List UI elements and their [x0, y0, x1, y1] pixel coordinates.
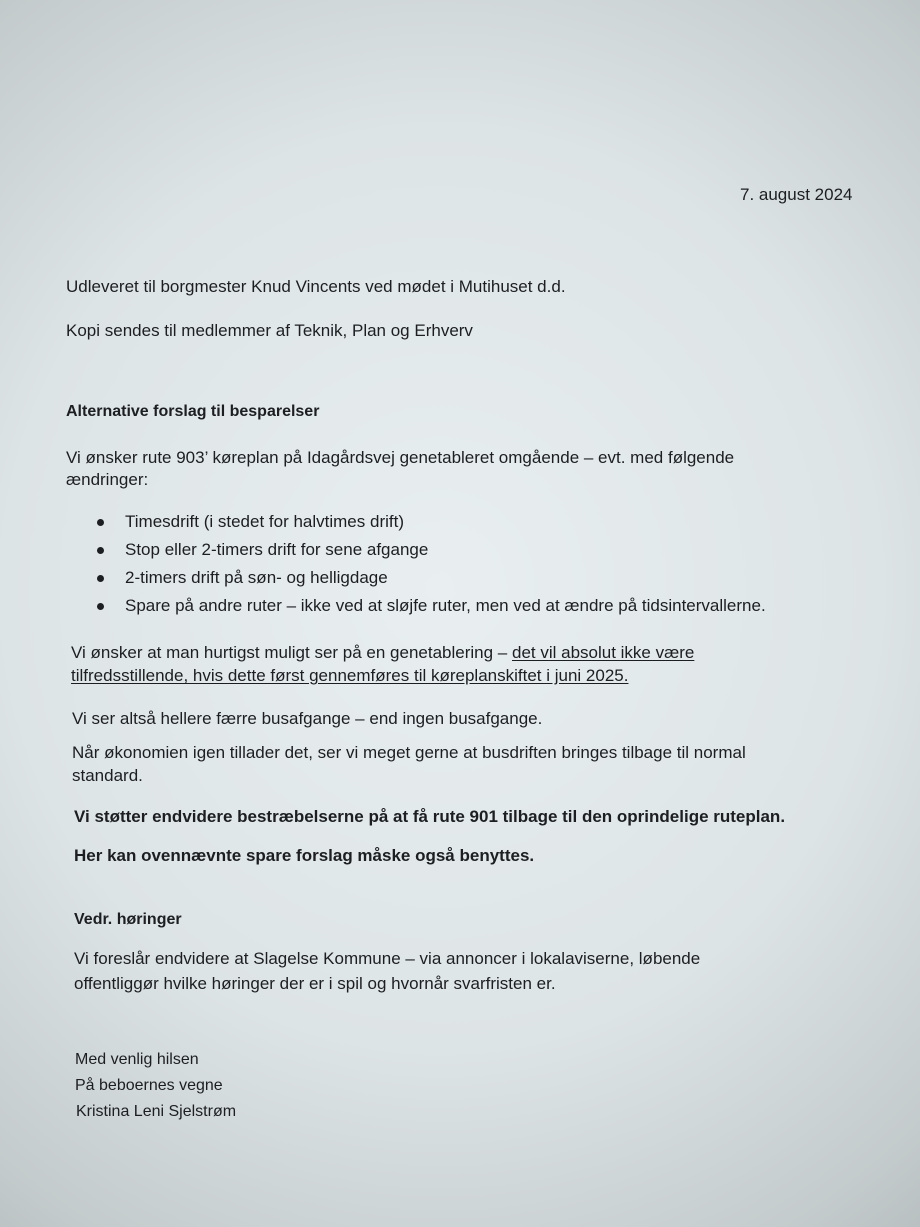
list-item: [97, 511, 766, 539]
savings-bullet-list: [97, 511, 766, 623]
hearings-paragraph-line1: Vi foreslår endvidere at Slagelse Kommune – via annoncer i lokalaviserne, løbende: [74, 949, 701, 968]
copy-line: Kopi sendes til medlemmer af Teknik, Plan og Erhverv: [66, 321, 473, 340]
list-item-text: 2-timers drift på søn- og helligdage: [125, 568, 388, 587]
list-item: [97, 595, 766, 623]
signature-closing: Med venlig hilsen: [75, 1051, 199, 1068]
economy-paragraph-line1: Når økonomien igen tillader det, ser vi meget gerne at busdriften bringes tilbage til normal: [72, 743, 746, 762]
bullet-icon: [97, 603, 104, 610]
route-901-paragraph-line1: Vi støtter endvidere bestræbelserne på at få rute 901 tilbage til den oprindelige ruteplan.: [74, 807, 786, 826]
list-item-text: Timesdrift (i stedet for halvtimes drift): [125, 512, 404, 531]
route-901-paragraph-line2: Her kan ovennævnte spare forslag måske også benyttes.: [74, 846, 535, 865]
reestablishment-underlined-text: det vil absolut ikke være: [511, 643, 695, 662]
section-heading-hearings: Vedr. høringer: [74, 911, 182, 928]
intro-paragraph-line2: ændringer:: [66, 470, 149, 489]
bullet-icon: [97, 575, 104, 582]
bullet-icon: [97, 519, 104, 526]
reestablishment-paragraph-line1: [71, 643, 694, 663]
hearings-paragraph-line2: offentliggør hvilke høringer der er i spil og hvornår svarfristen er.: [74, 974, 556, 993]
list-item: [97, 539, 766, 567]
section-heading-savings: Alternative forslag til besparelser: [66, 403, 320, 420]
list-item: [97, 567, 766, 595]
list-item-text: Stop eller 2-timers drift for sene afgange: [125, 540, 429, 559]
list-item-text: Spare på andre ruter – ikke ved at sløjfe ruter, men ved at ændre på tidsintervallerne.: [125, 596, 766, 615]
letter-date: 7. august 2024: [740, 185, 853, 204]
bullet-icon: [97, 547, 104, 554]
reestablishment-paragraph-line2: tilfredsstillende, hvis dette først gennemføres til køreplanskiftet i juni 2025.: [71, 666, 629, 685]
fewer-departures-paragraph: Vi ser altså hellere færre busafgange – end ingen busafgange.: [72, 709, 543, 728]
economy-paragraph-line2: standard.: [72, 766, 143, 785]
intro-paragraph-line1: Vi ønsker rute 903’ køreplan på Idagårdsvej genetableret omgående – evt. med følgende: [66, 448, 735, 467]
reestablishment-plain-text: Vi ønsker at man hurtigst muligt ser på en genetablering –: [71, 643, 512, 662]
signature-name: Kristina Leni Sjelstrøm: [76, 1103, 237, 1120]
recipient-line: Udleveret til borgmester Knud Vincents ved mødet i Mutihuset d.d.: [66, 277, 566, 296]
signature-on-behalf: På beboernes vegne: [75, 1077, 223, 1094]
